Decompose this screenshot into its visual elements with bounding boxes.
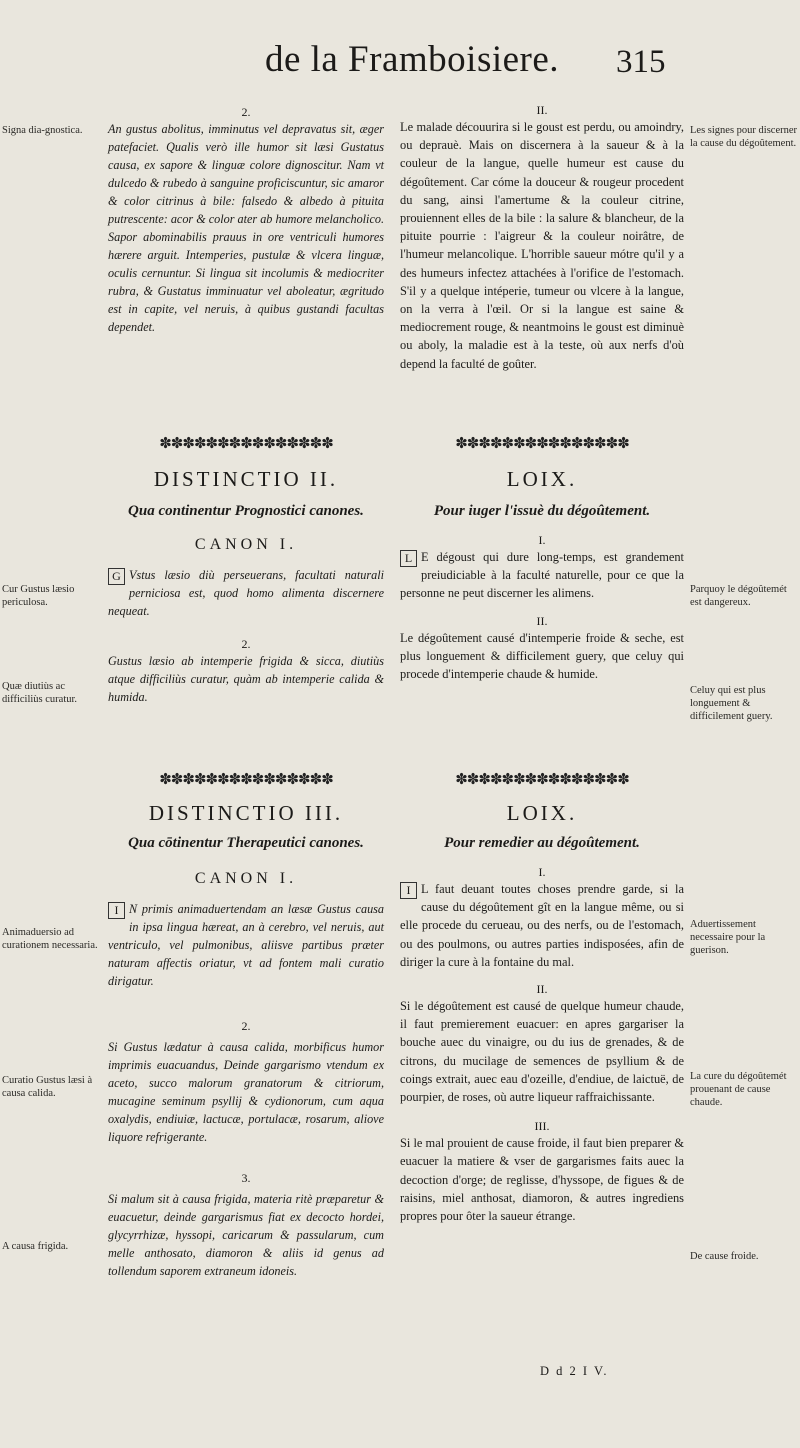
loi-paragraph: Si le mal prouient de cause froide, il faut bien preparer & euacuer la matiere & vser de gargarismes faits auec la decoction d'orge; de reglisse, d'hyssope, de figues & de raisins, miel anthosat, diamoron, & autres ingrediens propres pour ôter la saueur étrange. xyxy=(400,1136,684,1224)
left-marginal-note: Curatio Gustus læsi à causa calida. xyxy=(2,1075,93,1099)
canon-number: 2. xyxy=(241,1019,251,1033)
canon-heading: CANON I. xyxy=(194,870,298,887)
loi-number: II. xyxy=(536,613,548,628)
page-number: 315 xyxy=(616,44,666,80)
latin-column-distinctio-3 xyxy=(108,770,384,1280)
loi-number: I. xyxy=(538,533,546,547)
canon-paragraph: I N primis animaduertendam an læsæ Gustus causa in ipsa lingua hæreat, an à cerebro, vel neruis, aut ventriculo, vel pulmonibus, aliisve partibus præter naturam affectis oriatur, vt ad fontem mali curatio dirigatur. xyxy=(108,902,384,988)
left-marginal-note: Animaduersio ad curationem necessaria. xyxy=(2,927,98,951)
loi-paragraph: L E dégoust qui dure long-temps, est grandement preiudiciable à la faculté naturelle, pour ce que la personne ne peut discerner les alimens. xyxy=(400,550,684,601)
loi-paragraph: Si le dégoûtement est causé de quelque humeur chaude, il faut premierement euacuer: en apres gargariser la bouche auec du vinaigre, ou du ius de grenades, & de citrons, du mucilage de semences de psyllium & de coings extrait, auec eau d'ozeille, d'endiue, de laictuë, de pourpier, de roses, où autre liqueur raffraichissante. xyxy=(400,999,684,1105)
left-marginal-note: Cur Gustus læsio periculosa. xyxy=(2,584,75,608)
latin-paragraph: An gustus abolitus, imminutus vel depravatus sit, æger patefaciet. Qualis verò ille humor sit læsi Gustatus causa, ex sapore & linguæ colore dignoscitur. Nam vt dulcedo & rubedo à sanguine proficiscuntur, sic amaror & color citrinus à bile: falsedo & albedo à pituita putrescente: acor & color ater ab humore melancholico. Sapor abominabilis prauus in ore ventriculi humores hærere arguit. Intemperies, pustulæ & vlcera linguæ, oculis cernuntur. Si lingua sit incolumis & mediocriter rubra, & Gustatus imminuatur vel aboleatur, ægritudo est in capite, vel neruis, à quibus gustandi facultas dependet. xyxy=(108,122,384,334)
distinctio-subtitle: Qua cōtinentur Therapeutici canones. xyxy=(128,835,364,851)
ornament-band: ✽✽✽✽✽✽✽✽✽✽✽✽✽✽✽ xyxy=(159,436,333,452)
running-title: de la Framboisiere. xyxy=(264,39,560,80)
loix-subtitle: Pour iuger l'issuè du dégoûtement. xyxy=(433,503,651,519)
loi-paragraph: I L faut deuant toutes choses prendre garde, si la cause du dégoûtement gît en la langue même, ou si elle procede du cerueau, ou des nerfs, ou de l'estomach, ou des poulmons, ou autres parties indisposées, afin de diriger la cure à la fontaine du mal. xyxy=(400,882,684,969)
right-marginal-note: Aduertissement necessaire pour la guerison. xyxy=(690,919,766,956)
right-marginal-note: La cure du dégoûtemét prouenant de cause chaude. xyxy=(690,1071,787,1108)
french-column-loix-3 xyxy=(400,770,684,1225)
section-number: II. xyxy=(536,103,548,117)
canon-number: 3. xyxy=(241,1171,251,1185)
ornament-band: ✽✽✽✽✽✽✽✽✽✽✽✽✽✽✽ xyxy=(455,772,629,788)
right-marginal-note: Parquoy le dégoûtemét est dangereux. xyxy=(690,584,787,608)
canon-heading: CANON I. xyxy=(194,536,298,553)
right-marginal-note: Les signes pour discerner la cause du dégoûtement. xyxy=(690,125,798,149)
drop-cap-ornament: I xyxy=(108,902,125,919)
distinctio-heading: DISTINCTIO III. xyxy=(148,801,344,825)
drop-cap-ornament: I xyxy=(400,882,417,899)
left-marginal-note: A causa frigida. xyxy=(2,1241,69,1252)
loi-number: III. xyxy=(534,1119,550,1134)
loix-heading: LOIX. xyxy=(506,801,578,825)
drop-cap-ornament: L xyxy=(400,550,417,567)
ornament-band: ✽✽✽✽✽✽✽✽✽✽✽✽✽✽✽ xyxy=(159,772,333,788)
left-marginal-note: Quæ diutiùs ac difficiliùs curatur. xyxy=(2,681,78,705)
canon-paragraph: Si malum sit à causa frigida, materia ritè præparetur & euacuetur, deinde gargarismus fiat ex decocto hordei, glycyrrhizæ, hyssopi, caricarum & passularum, cum melle anthosato, diamoron & aliis id genus ad tollendum saporem extraneum idoneis. xyxy=(108,1192,384,1278)
canon-paragraph: Gustus læsio ab intemperie frigida & sicca, diutiùs atque difficiliùs curatur, quàm ab intemperie calida & humida. xyxy=(108,654,384,704)
loi-number: I. xyxy=(538,865,546,879)
canon-paragraph: G Vstus læsio diù perseuerans, facultati naturali perniciosa est, quod homo alimenta discernere nequeat. xyxy=(108,568,384,618)
drop-cap-ornament: G xyxy=(108,568,125,585)
left-marginal-note: Signa dia-gnostica. xyxy=(2,125,83,136)
right-marginal-note: Celuy qui est plus longuement & difficilement guery. xyxy=(690,685,773,722)
ornament-band: ✽✽✽✽✽✽✽✽✽✽✽✽✽✽✽ xyxy=(455,436,629,452)
section-number: 2. xyxy=(241,105,251,119)
canon-paragraph: Si Gustus lædatur à causa calida, morbificus humor imprimis euacuandus, Deinde gargarismo vtendum ex aceto, succo malorum granatorum & citriorum, mucagine seminum psyllij & cydionorum, cum aqua oxalydis, endiuiæ, lactucæ, portulacæ, rosarum, aliove liquore refrigerante. xyxy=(108,1040,384,1144)
loix-heading: LOIX. xyxy=(506,467,578,491)
loix-subtitle: Pour remedier au dégoûtement. xyxy=(444,835,640,851)
latin-column-distinctio-2 xyxy=(108,434,384,706)
distinctio-subtitle: Qua continentur Prognostici canones. xyxy=(128,503,364,519)
french-column-loix-2 xyxy=(400,434,684,683)
loi-number: II. xyxy=(536,982,548,997)
signature-mark: D d 2 I V. xyxy=(540,1364,609,1378)
latin-column-top xyxy=(108,104,384,336)
right-marginal-note: De cause froide. xyxy=(690,1251,759,1262)
french-column-top xyxy=(400,102,684,373)
french-paragraph: Le malade découurira si le goust est perdu, ou amoindry, ou deprauè. Mais on discernera à la saueur & à la couleur de la langue, quelle humeur est cause du dégoûtement. Car cóme la douceur & rougeur procedent du sang, ainsi l'amertume & la couleur citrine, prouiennent elles de la bile : la salure & blancheur, de la pituite pourrie : l'aigreur & la couleur noirâtre, de l'humeur melancolique. L'horrible saueur mótre qu'il y a des humeurs infectez attachées à l'orifice de l'estomach. S'il y a quelque intéperie, tumeur ou vlcere à la langue, on la verra à l'œil. Or si la langue est saine & mediocrement rouge, & neantmoins le goust est diminuè ou aboly, la maladie est à la teste, où aux nerfs d'où depend la faculté de goûter. xyxy=(400,120,684,371)
distinctio-heading: DISTINCTIO II. xyxy=(153,467,339,491)
loi-paragraph: Le dégoûtement causé d'intemperie froide & seche, est plus longuement & difficilement guery, que celuy qui procede d'intemperie chaude & humide. xyxy=(400,630,684,682)
canon-number: 2. xyxy=(241,637,251,651)
